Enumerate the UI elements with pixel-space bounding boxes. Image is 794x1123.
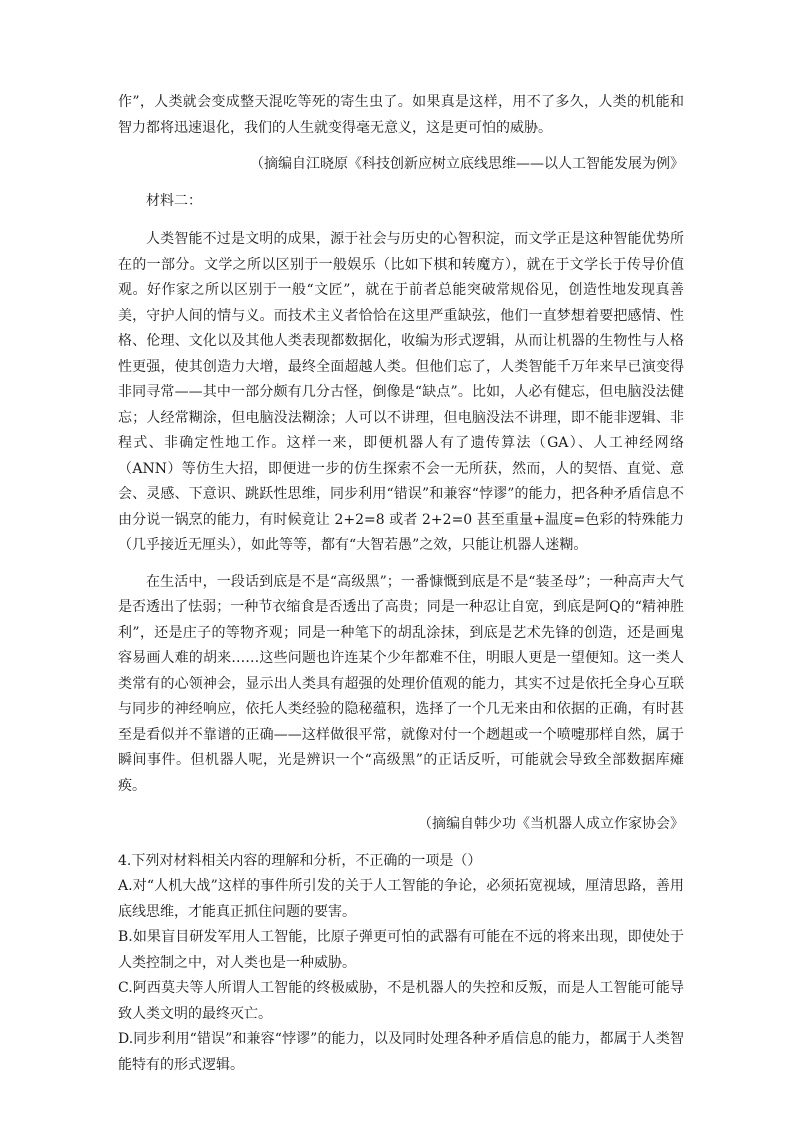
document-page — [118, 90, 684, 1078]
material-2-paragraph-2: 在生活中，一段话到底是不是“高级黑”；一番慷慨到底是不是“装圣母”；一种高声大气是否透出了怯弱；一种节衣缩食是否透出了高贵；同是一种忍让自宽，到底是阿Q的“精神胜利”，还是庄子的等物齐观；同是一种笔下的胡乱涂抹，到底是艺术先锋的创造，还是画鬼容易画人难的胡来……这些问题也许连某个少年都难不住，明眼人更是一望便知。这一类人类常有的心领神会，显示出人类具有超强的处理价值观的能力，其实不过是依托全身心互联与同步的神经响应，依托人类经验的隐秘蕴积，选择了一个几无来由和依据的正确，有时甚至是看似并不靠谱的正确——这样做很平常，就像对付一个趔趄或一个喷嚏那样自然，属于瞬间事件。但机器人呢，光是辨识一个“高级黑”的正话反听，可能就会导致全部数据库瘫痪。 — [118, 573, 684, 794]
paragraph-continuation: 作”，人类就会变成整天混吃等死的寄生虫了。如果真是这样，用不了多久，人类的机能和智力都将迅速退化，我们的人生就变得毫无意义，这是更可怕的威胁。 — [118, 94, 684, 136]
material-2-label: 材料二： — [146, 192, 202, 209]
option-b: B.如果盲目研发军用人工智能，比原子弹更可怕的武器有可能在不远的将来出现，即使处于人类控制之中，对人类也是一种威胁。 — [118, 929, 684, 971]
material-2-paragraph-1: 人类智能不过是文明的成果，源于社会与历史的心智积淀，而文学正是这种智能优势所在的一部分。文学之所以区别于一般娱乐（比如下棋和转魔方），就在于文学长于传导价值观。好作家之所以区别于一般“文匠”，就在于前者总能突破常规俗见，创造性地发现真善美，守护人间的情与义。而技术主义者恰恰在这里严重缺弦，他们一直梦想着要把感情、性格、伦理、文化以及其他人类表现都数据化，收编为形式逻辑，从而让机器的生物性与人格性更强，使其创造力大增，最终全面超越人类。但他们忘了，人类智能千万年来早已演变得非同寻常——其中一部分颇有几分古怪，倒像是“缺点”。比如，人必有健忘，但电脑没法健忘；人经常糊涂，但电脑没法糊涂；人可以不讲理，但电脑没法不讲理，即不能非逻辑、非程式、非确定性地工作。这样一来，即便机器人有了遗传算法（GA）、人工神经网络（ANN）等仿生大招，即便进一步的仿生探索不会一无所获，然而，人的契悟、直觉、意会、灵感、下意识、跳跃性思维，同步利用“错误”和兼容“悖谬”的能力，把各种矛盾信息不由分说一锅烹的能力，有时候竟让 2+2=8 或者 2+2=0 甚至重量+温度=色彩的特殊能力（几乎接近无厘头），如此等等，都有“大智若愚”之效，只能让机器人迷糊。 — [118, 231, 684, 553]
option-c: C.阿西莫夫等人所谓人工智能的终极威胁，不是机器人的失控和反叛，而是人工智能可能导致人类文明的最终灭亡。 — [118, 980, 684, 1022]
option-d: D.同步利用“错误”和兼容“悖谬”的能力，以及同时处理各种矛盾信息的能力，都属于人类智能特有的形式逻辑。 — [118, 1031, 684, 1073]
source-citation-1: （摘编自江晓原《科技创新应树立底线思维——以人工智能发展为例》 — [250, 156, 684, 172]
option-a: A.对“人机大战”这样的事件所引发的关于人工智能的争论，必须拓宽视域，厘清思路，善用底线思维，才能真正抓住问题的要害。 — [118, 878, 684, 920]
question-4: 4.下列对材料相关内容的理解和分析，不正确的一项是（） — [118, 852, 482, 869]
source-citation-2: （摘编自韩少功《当机器人成立作家协会》 — [418, 816, 684, 832]
